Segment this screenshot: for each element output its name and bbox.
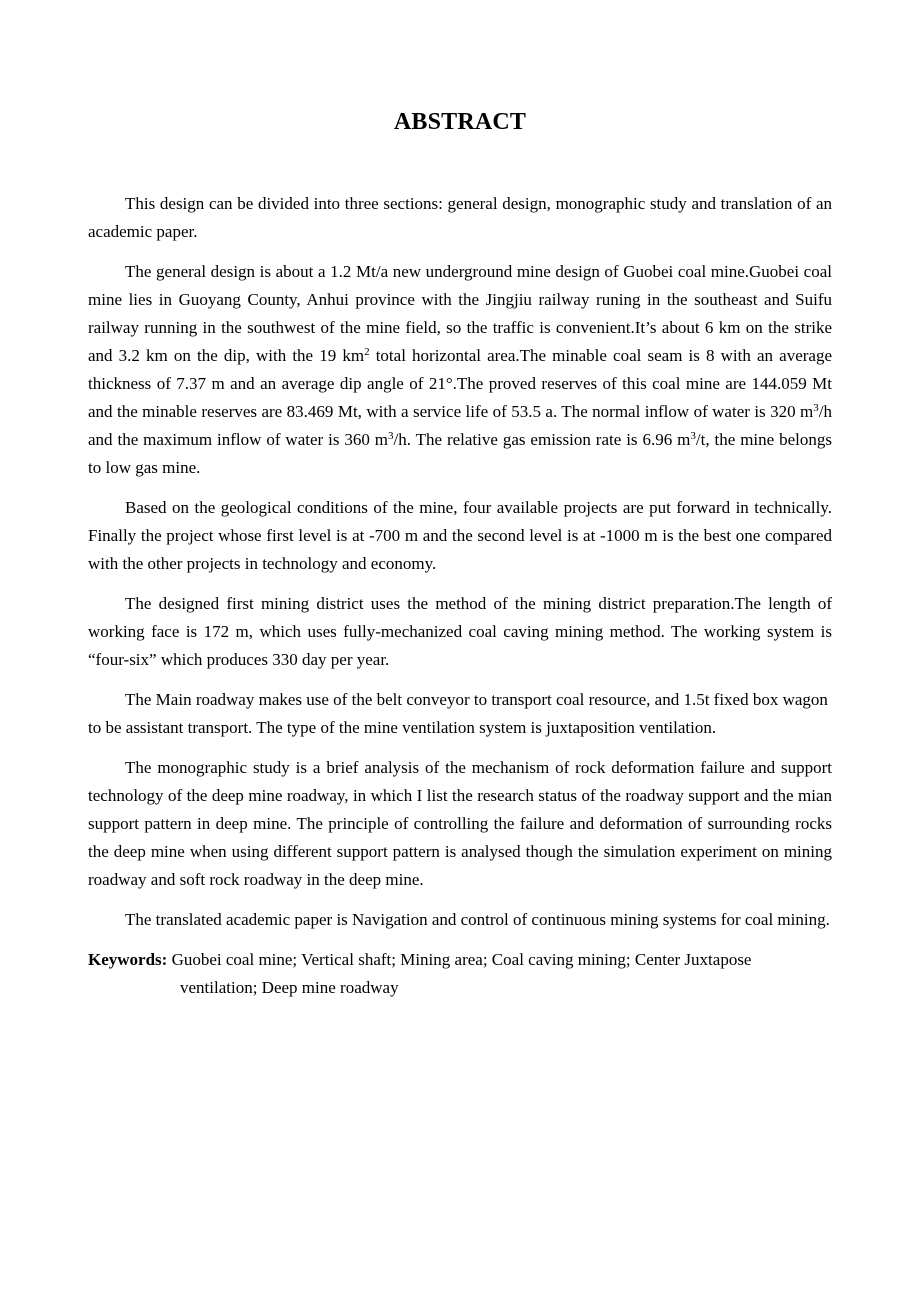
general-design-text-c: /h and the maximum inflow of water is 360 m <box>88 402 832 449</box>
general-design-text-a: The general design is about a 1.2 Mt/a new underground mine design of Guobei coal mine.Guobei coal mine lies in Guoyang County, Anhui province with the Jingjiu railway runing in the southeast and Suifu railway running in the southwest of the mine field, so the traffic is convenient.It’s about 6 km on the strike and 3.2 km on the dip, with the 19 km <box>88 262 832 365</box>
keywords <box>88 946 832 1002</box>
paragraph-general-design <box>88 258 832 482</box>
paragraph-monographic-study: The monographic study is a brief analysis of the mechanism of rock deformation failure and support technology of the deep mine roadway, in which I list the research status of the roadway support and the mian support pattern in deep mine. The principle of controlling the failure and deformation of surrounding rocks the deep mine when using different support pattern is analysed though the simulation experiment on mining roadway and soft rock roadway in the deep mine. <box>88 758 832 889</box>
paragraph-mining-district: The designed first mining district uses the method of the mining district preparation.The length of working face is 172 m, which uses fully-mechanized coal caving mining method. The working system is “four-six” which produces 330 day per year. <box>88 594 832 669</box>
abstract-body <box>88 190 832 1002</box>
paragraph-roadway-transport: The Main roadway makes use of the belt conveyor to transport coal resource, and 1.5t fixed box wagon to be assistant transport. The type of the mine ventilation system is juxtaposition ventilation. <box>88 690 828 737</box>
superscript-volume-normal: 3 <box>813 402 819 414</box>
paragraph-projects: Based on the geological conditions of the mine, four available projects are put forward in technically. Finally the project whose first level is at -700 m and the second level is at -1000 m is the best one compared with the other projects in technology and economy. <box>88 498 832 573</box>
keywords-label: Keywords: <box>88 950 168 969</box>
superscript-volume-gas: 3 <box>690 430 696 442</box>
page-title: ABSTRACT <box>393 109 527 135</box>
general-design-text-b: total horizontal area.The minable coal seam is 8 with an average thickness of 7.37 m and an average dip angle of 21°.The proved reserves of this coal mine are 144.059 Mt and the minable reserves are 83.469 Mt, with a service life of 53.5 a. The normal inflow of water is 320 m <box>88 346 832 421</box>
general-design-text-e: /t, the mine belongs to low gas mine. <box>88 430 832 477</box>
keywords-text: Guobei coal mine; Vertical shaft; Mining area; Coal caving mining; Center Juxtapose ventilation; Deep mine roadway <box>171 950 752 997</box>
superscript-volume-max: 3 <box>388 430 394 442</box>
paragraph-translation: The translated academic paper is Navigation and control of continuous mining systems for coal mining. <box>125 910 830 929</box>
general-design-text-d: /h. The relative gas emission rate is 6.96 m <box>393 430 691 449</box>
paragraph-overview: This design can be divided into three sections: general design, monographic study and translation of an academic paper. <box>88 194 832 241</box>
superscript-area: 2 <box>364 346 370 358</box>
